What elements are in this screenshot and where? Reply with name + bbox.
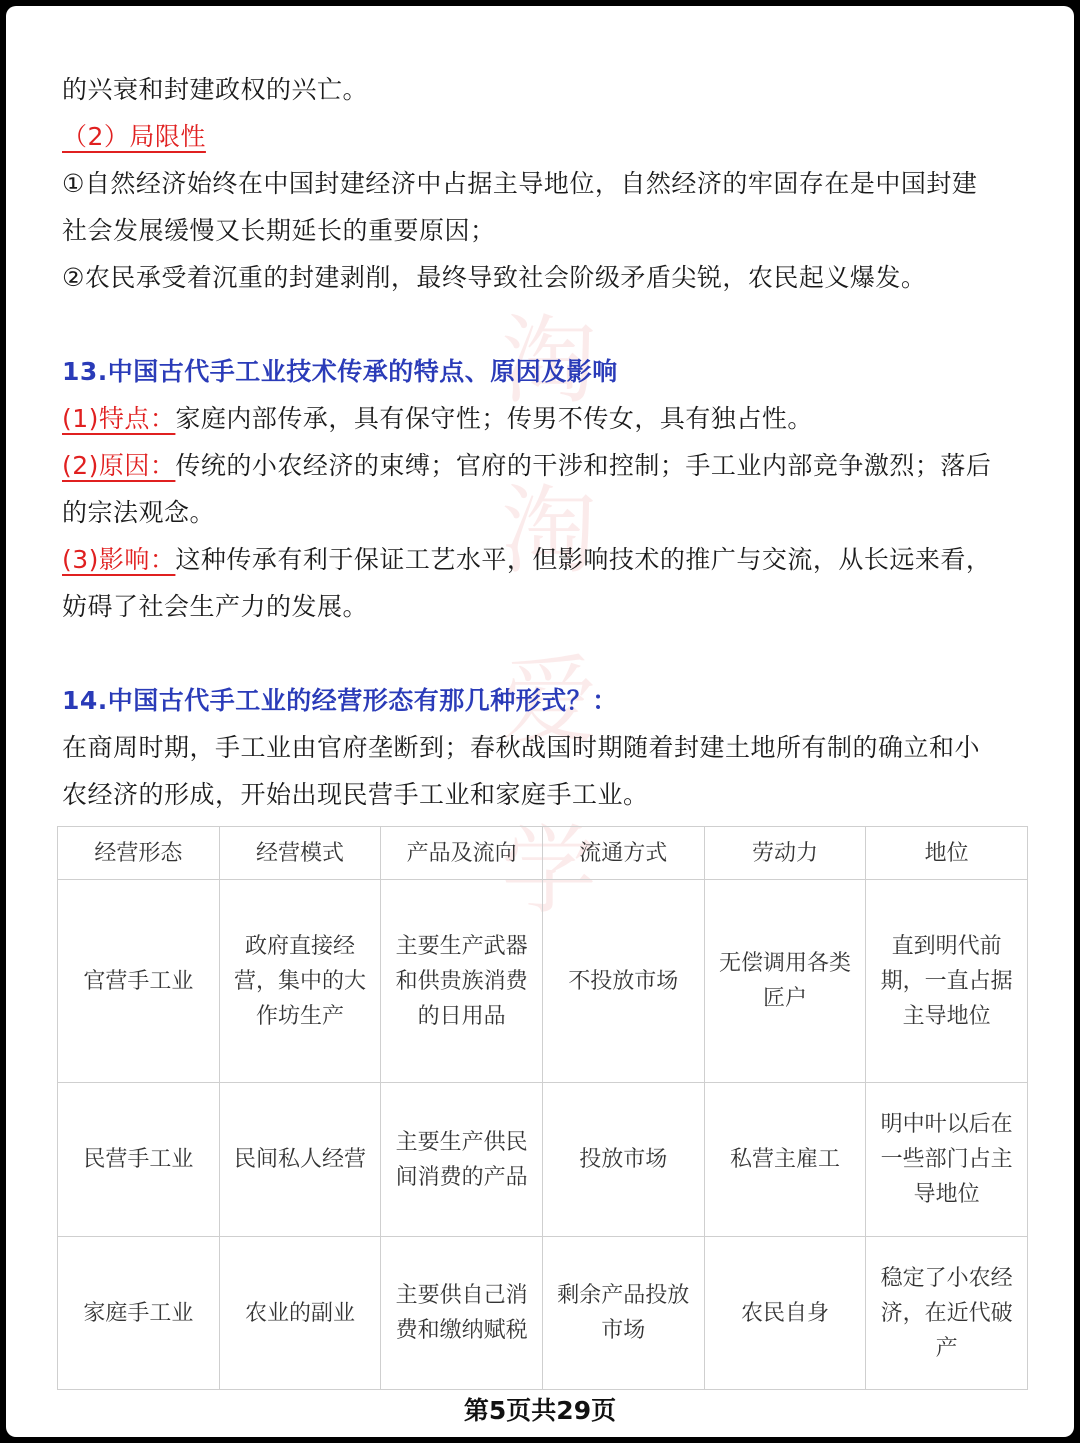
table-cell: 政府直接经营，集中的大作坊生产 — [219, 880, 381, 1083]
point-label: (2)原因： — [62, 451, 176, 480]
watermark-char: 淘 — [501, 475, 597, 587]
subheading-label: （2）局限性 — [62, 122, 206, 151]
table-cell: 家庭手工业 — [58, 1237, 220, 1390]
section-14-title: 14.中国古代手工业的经营形态有那几种形式？： — [62, 686, 618, 715]
paragraph-line: 的宗法观念。 — [62, 498, 216, 527]
table-header-cell: 地位 — [866, 827, 1028, 880]
table-cell: 明中叶以后在一些部门占主导地位 — [866, 1083, 1028, 1237]
subheading-limitations — [62, 113, 1022, 160]
section-13-point-1 — [62, 395, 1022, 442]
paragraph-line: 在商周时期，手工业由官府垄断到；春秋战国时期随着封建土地所有制的确立和小 — [62, 733, 981, 762]
table-header-row — [58, 827, 1028, 880]
point-text: 传统的小农经济的束缚；官府的干涉和控制；手工业内部竞争激烈；落后 — [175, 451, 992, 480]
section-13-title: 13.中国古代手工业技术传承的特点、原因及影响 — [62, 357, 618, 386]
table-cell: 不投放市场 — [542, 880, 704, 1083]
table-cell: 主要生产供民间消费的产品 — [381, 1083, 543, 1237]
table-cell: 民间私人经营 — [219, 1083, 381, 1237]
page-number: 第5页共29页 — [463, 1396, 617, 1425]
table-cell: 直到明代前期，一直占据主导地位 — [866, 880, 1028, 1083]
table-cell: 主要供自己消费和缴纳赋税 — [381, 1237, 543, 1390]
watermark-char: 淘 — [501, 305, 597, 417]
table-header-cell: 经营模式 — [219, 827, 381, 880]
table-row — [58, 880, 1028, 1083]
table-cell: 主要生产武器和供贵族消费的日用品 — [381, 880, 543, 1083]
table-cell: 农业的副业 — [219, 1237, 381, 1390]
table-header-cell: 产品及流向 — [381, 827, 543, 880]
table-cell: 民营手工业 — [58, 1083, 220, 1237]
table-row — [58, 1083, 1028, 1237]
point-label: (3)影响： — [62, 545, 176, 574]
document-page — [6, 6, 1074, 1437]
table-cell: 农民自身 — [704, 1237, 866, 1390]
paragraph-line: 农经济的形成，开始出现民营手工业和家庭手工业。 — [62, 780, 649, 809]
table-cell: 稳定了小农经济，在近代破产 — [866, 1237, 1028, 1390]
document-body — [62, 66, 1022, 818]
table-cell: 私营主雇工 — [704, 1083, 866, 1237]
table-row — [58, 1237, 1028, 1390]
point-text: 这种传承有利于保证工艺水平，但影响技术的推广与交流，从长远来看， — [175, 545, 992, 574]
table-cell: 官营手工业 — [58, 880, 220, 1083]
table-header-cell: 经营形态 — [58, 827, 220, 880]
table-cell: 无偿调用各类匠户 — [704, 880, 866, 1083]
point-label: (1)特点： — [62, 404, 176, 433]
watermark-char: 爱 — [501, 645, 597, 757]
paragraph-line: 社会发展缓慢又长期延长的重要原因； — [62, 216, 496, 245]
table-header-cell: 劳动力 — [704, 827, 866, 880]
table-header-cell: 流通方式 — [542, 827, 704, 880]
point-text: 家庭内部传承，具有保守性；传男不传女，具有独占性。 — [175, 404, 813, 433]
table-cell: 投放市场 — [542, 1083, 704, 1237]
paragraph-line: 的兴衰和封建政权的兴亡。 — [62, 75, 369, 104]
paragraph-line: ②农民承受着沉重的封建剥削，最终导致社会阶级矛盾尖锐，农民起义爆发。 — [62, 263, 927, 292]
paragraph-line: ①自然经济始终在中国封建经济中占据主导地位，自然经济的牢固存在是中国封建 — [62, 169, 978, 198]
section-13-point-2 — [62, 442, 1022, 489]
watermark-char: 学 — [501, 815, 597, 927]
paragraph-line: 妨碍了社会生产力的发展。 — [62, 592, 369, 621]
section-13-point-3 — [62, 536, 1022, 583]
table-cell: 剩余产品投放市场 — [542, 1237, 704, 1390]
handicraft-forms-table — [57, 826, 1028, 1390]
